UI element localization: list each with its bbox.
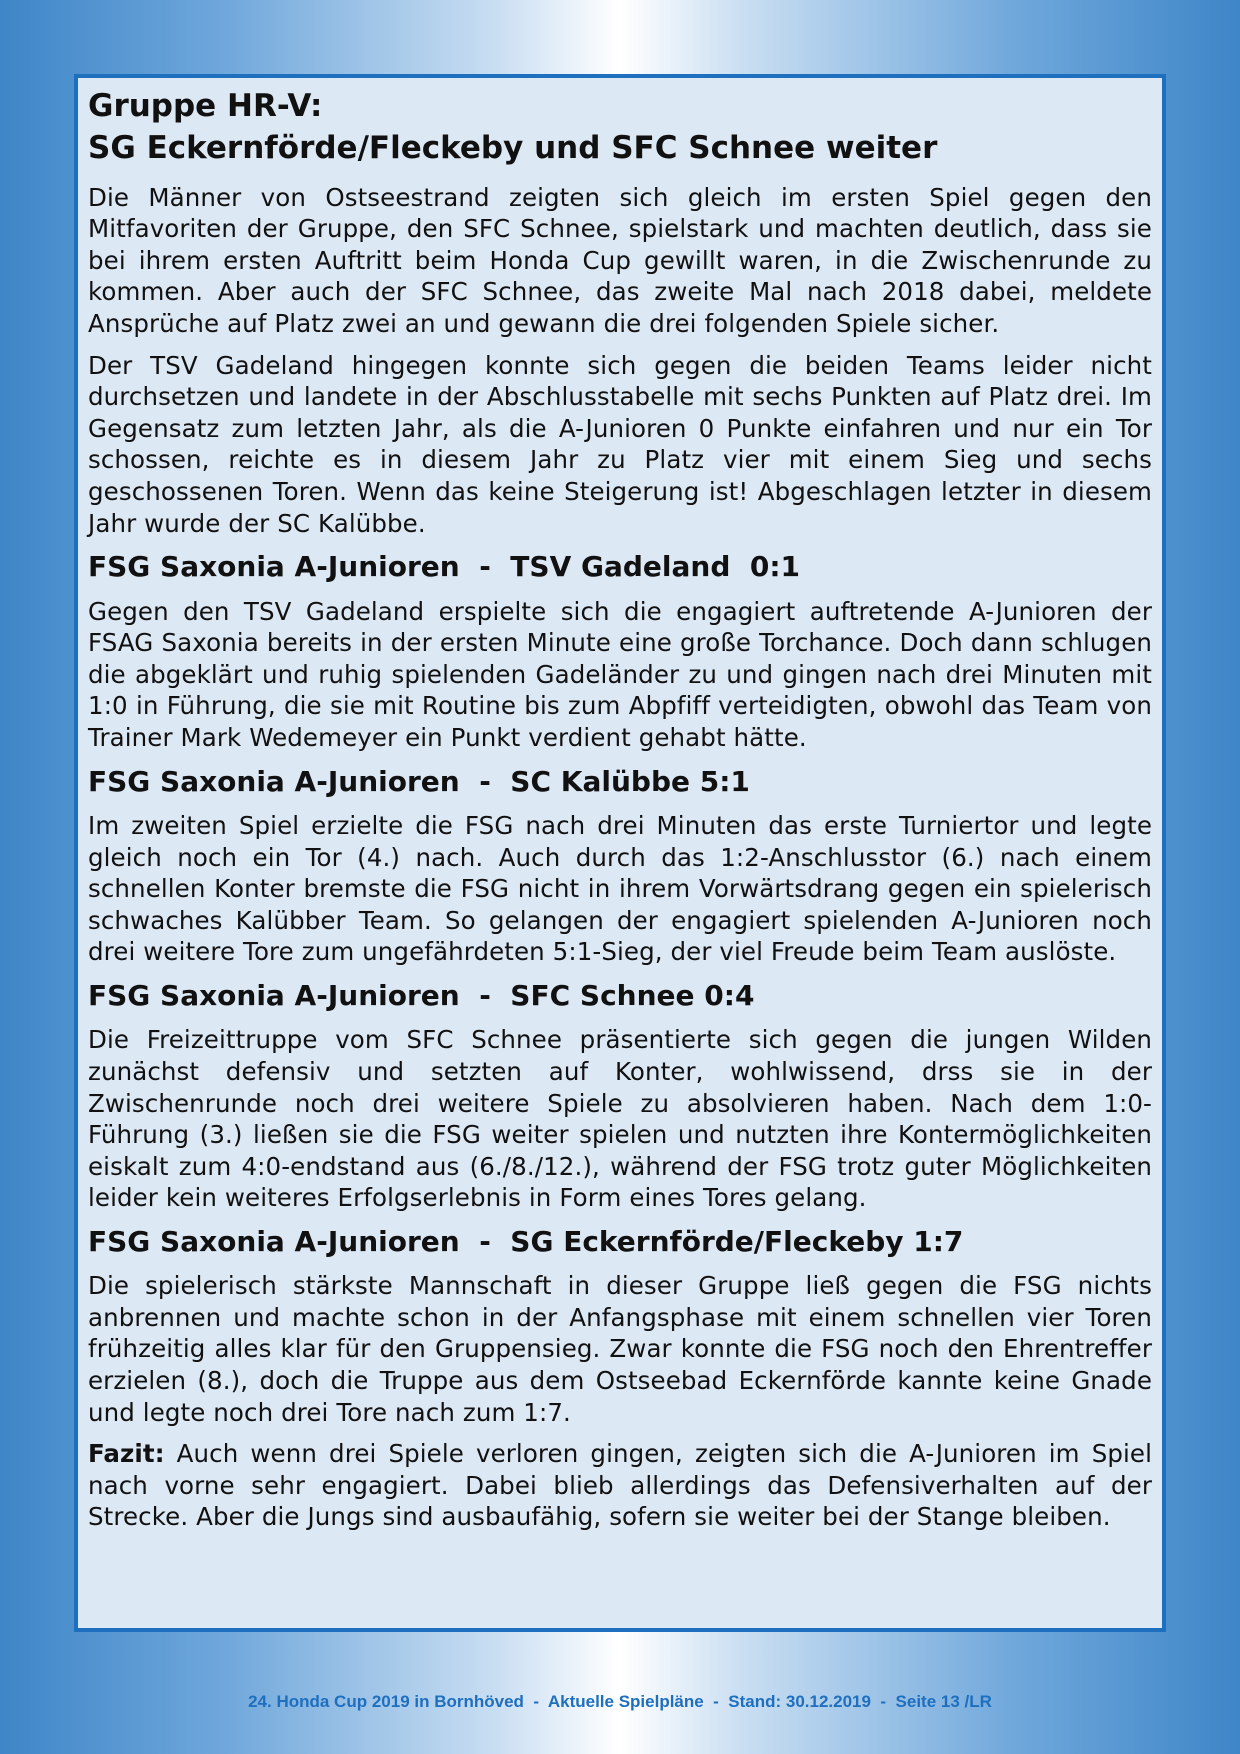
intro-paragraph: Der TSV Gadeland hingegen konnte sich gegen die beiden Teams leider nicht durchsetzen und landete in der Abschlusstabelle mit sechs Punkten auf Platz drei. Im Gegensatz zum letzten Jahr, als die A-Junioren 0 Punkte einfahren und nur ein Tor schossen, reichte es in diesem Jahr zu Platz vier mit einem Sieg und sechs geschossenen Toren. Wenn das keine Steigerung ist! Abgeschlagen letzter in diesem Jahr wurde der SC Kalübbe.: [88, 350, 1152, 538]
fazit-paragraph: [88, 1438, 1152, 1533]
fazit-text: Auch wenn drei Spiele verloren gingen, zeigten sich die A-Junioren im Spiel nach vorne sehr engagiert. Dabei blieb allerdings das Defensiverhalten auf der Strecke. Aber die Jungs sind ausbaufähig, sofern sie weiter bei der Stange bleiben.: [88, 1439, 1152, 1532]
match-report: Die Freizeittruppe vom SFC Schnee präsentierte sich gegen die jungen Wilden zunächst defensiv und setzten auf Konter, wohlwissend, drss sie in der Zwischenrunde noch drei weitere Spiele zu absolvieren haben. Nach dem 1:0-Führung (3.) ließen sie die FSG weiter spielen und nutzten ihre Kontermöglichkeiten eiskalt zum 4:0-endstand aus (6./8./12.), während der FSG trotz guter Möglichkeiten leider kein weiteres Erfolgserlebnis in Form eines Tores gelang.: [88, 1025, 1152, 1213]
match-report: Im zweiten Spiel erzielte die FSG nach drei Minuten das erste Turniertor und legte gleich noch ein Tor (4.) nach. Auch durch das 1:2-Anschlusstor (6.) nach einem schnellen Konter bremste die FSG nicht in ihrem Vorwärtsdrang gegen ein spielerisch schwaches Kalübber Team. So gelangen der engagiert spielenden A-Junioren noch drei weitere Tore zum ungefährdeten 5:1-Sieg, der viel Freude beim Team auslöste.: [88, 810, 1152, 967]
article-headline: SG Eckernförde/Fleckeby und SFC Schnee weiter: [88, 129, 938, 166]
intro-paragraph: Die Männer von Ostseestrand zeigten sich gleich im ersten Spiel gegen den Mitfavoriten der Gruppe, den SFC Schnee, spielstark und machten deutlich, dass sie bei ihrem ersten Auftritt beim Honda Cup gewillt waren, in die Zwischenrunde zu kommen. Aber auch der SFC Schnee, das zweite Mal nach 2018 dabei, meldete Ansprüche auf Platz zwei an und gewann die drei folgenden Spiele sicher.: [88, 182, 1152, 339]
match-report: Die spielerisch stärkste Mannschaft in dieser Gruppe ließ gegen die FSG nichts anbrennen und machte schon in der Anfangsphase mit einem schnellen vier Toren frühzeitig alles klar für den Gruppensieg. Zwar konnte die FSG noch den Ehrentreffer erzielen (8.), doch die Truppe aus dem Ostseebad Eckernförde kannte keine Gnade und legte noch drei Tore nach zum 1:7.: [88, 1271, 1152, 1427]
match-heading: FSG Saxonia A-Junioren - TSV Gadeland 0:1: [88, 550, 801, 584]
article-box: [74, 74, 1166, 1632]
fazit-label: Fazit:: [88, 1439, 165, 1469]
match-heading: FSG Saxonia A-Junioren - SC Kalübbe 5:1: [88, 764, 750, 798]
match-heading: FSG Saxonia A-Junioren - SG Eckernförde/Fleckeby 1:7: [88, 1224, 964, 1258]
page-footer: 24. Honda Cup 2019 in Bornhöved - Aktuelle Spielpläne - Stand: 30.12.2019 - Seite 13 /LR: [248, 1692, 992, 1711]
group-title: Gruppe HR-V:: [88, 88, 323, 124]
match-heading: FSG Saxonia A-Junioren - SFC Schnee 0:4: [88, 978, 755, 1012]
match-report: Gegen den TSV Gadeland erspielte sich die engagiert auftretende A-Junioren der FSAG Saxonia bereits in der ersten Minute eine große Torchance. Doch dann schlugen die abgeklärt und ruhig spielenden Gadeländer zu und gingen nach drei Minuten mit 1:0 in Führung, die sie mit Routine bis zum Abpfiff verteidigten, obwohl das Team von Trainer Mark Wedemeyer ein Punkt verdient gehabt hätte.: [88, 596, 1152, 752]
